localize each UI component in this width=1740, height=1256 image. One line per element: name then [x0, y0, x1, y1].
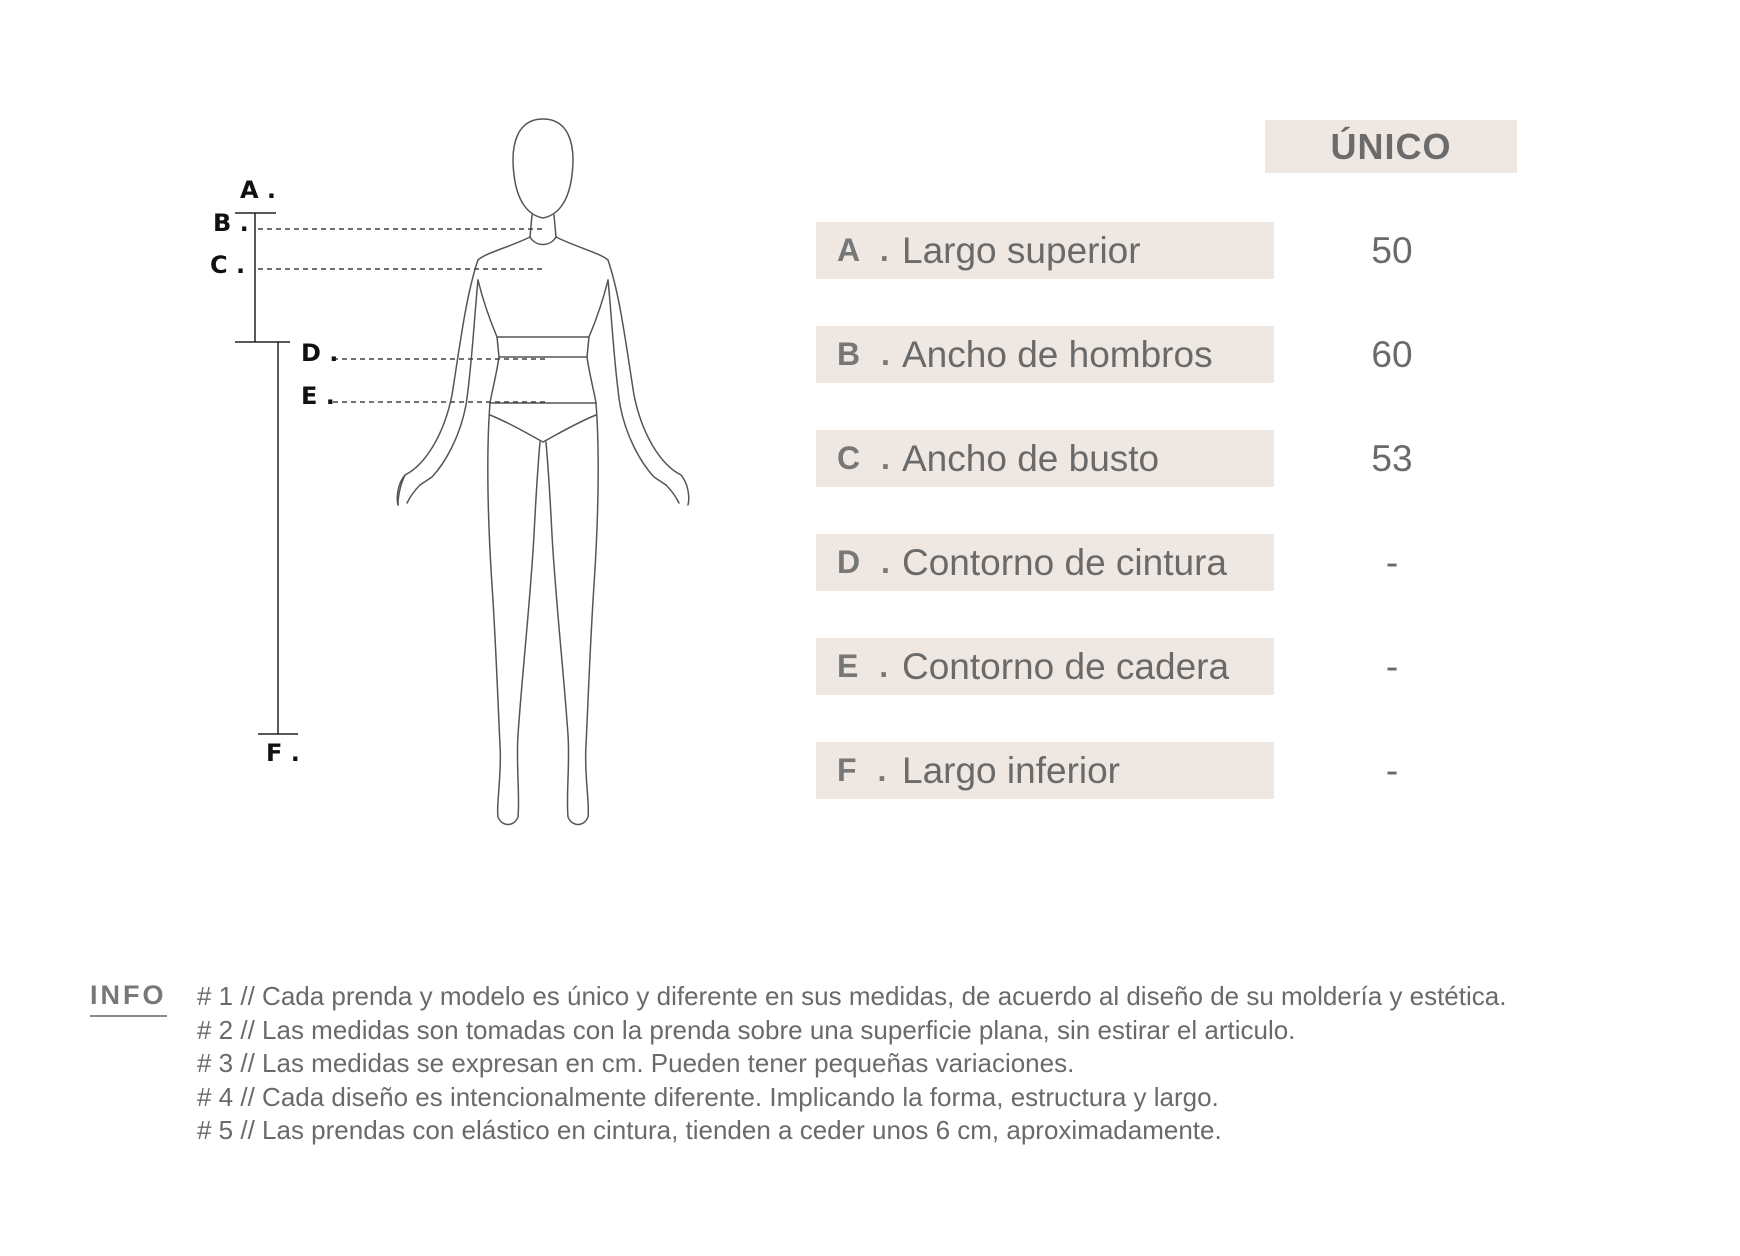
measurement-letter: C .	[837, 440, 896, 476]
measurement-letter: A .	[837, 232, 895, 268]
figure-waist	[490, 357, 596, 403]
figure-shoulders	[478, 237, 608, 260]
measurement-letter: E .	[837, 648, 895, 684]
measurement-value: 53	[1371, 437, 1413, 479]
figure-neckline	[530, 237, 556, 245]
info-note: # 4 // Cada diseño es intencionalmente diferente. Implicando la forma, estructura y largo.	[197, 1081, 1219, 1112]
measurement-label-box	[816, 326, 1274, 383]
measurement-label-box	[816, 430, 1274, 487]
figure-briefs	[490, 403, 596, 442]
measurement-label: Ancho de busto	[902, 437, 1160, 479]
measurement-row	[816, 742, 1516, 799]
info-notes	[197, 980, 1506, 1148]
figure-head	[513, 119, 573, 218]
measurement-label: Contorno de cintura	[902, 541, 1227, 583]
measurement-label-box	[816, 222, 1274, 279]
figure-label-e: E .	[301, 382, 335, 410]
measurement-label: Largo superior	[902, 229, 1141, 271]
figure-label-b: B .	[213, 209, 249, 237]
measurement-row	[816, 638, 1516, 695]
measurement-value: -	[1385, 541, 1399, 583]
figure-right-hand	[666, 485, 679, 503]
figure-left-leg	[488, 403, 540, 825]
info-note: # 5 // Las prendas con elástico en cintura, tienden a ceder unos 6 cm, aproximadamente.	[197, 1115, 1222, 1145]
measurement-table	[816, 222, 1516, 846]
measurement-value: 50	[1371, 229, 1413, 271]
figure-label-a: A .	[240, 176, 277, 204]
measurement-row	[816, 222, 1516, 279]
measurement-row	[816, 430, 1516, 487]
figure-torso	[478, 280, 608, 337]
info-title: INFO	[90, 980, 167, 1017]
measurement-row	[816, 534, 1516, 591]
info-note: # 1 // Cada prenda y modelo es único y diferente en sus medidas, de acuerdo al diseño de su moldería y estética.	[197, 981, 1507, 1011]
figure-left-arm	[397, 260, 478, 505]
measurement-value: -	[1385, 749, 1399, 791]
figure-right-leg	[546, 403, 598, 825]
measurement-value: 60	[1371, 333, 1413, 375]
measurement-row	[816, 326, 1516, 383]
figure-label-c: C .	[210, 251, 246, 279]
measurement-label: Largo inferior	[902, 749, 1121, 791]
measurement-letter: D .	[837, 544, 896, 580]
measurement-label-box	[816, 638, 1274, 695]
measurement-label: Ancho de hombros	[902, 333, 1213, 375]
figure-top	[497, 337, 589, 357]
figure-right-arm	[608, 260, 689, 505]
info-note: # 2 // Las medidas son tomadas con la prenda sobre una superficie plana, sin estirar el articulo.	[197, 1014, 1296, 1045]
measurement-letter: B .	[837, 336, 896, 372]
info-note: # 3 // Las medidas se expresan en cm. Pueden tener pequeñas variaciones.	[197, 1048, 1075, 1078]
body-measurement-figure	[200, 105, 780, 925]
measurement-label: Contorno de cadera	[902, 645, 1230, 687]
measurement-letter: F .	[837, 752, 893, 788]
measurement-value: -	[1385, 645, 1399, 687]
measurement-label-box	[816, 534, 1274, 591]
size-column-header: ÚNICO	[1265, 120, 1517, 173]
measurement-label-box	[816, 742, 1274, 799]
figure-label-d: D .	[301, 339, 339, 367]
figure-label-f: F .	[266, 739, 300, 767]
